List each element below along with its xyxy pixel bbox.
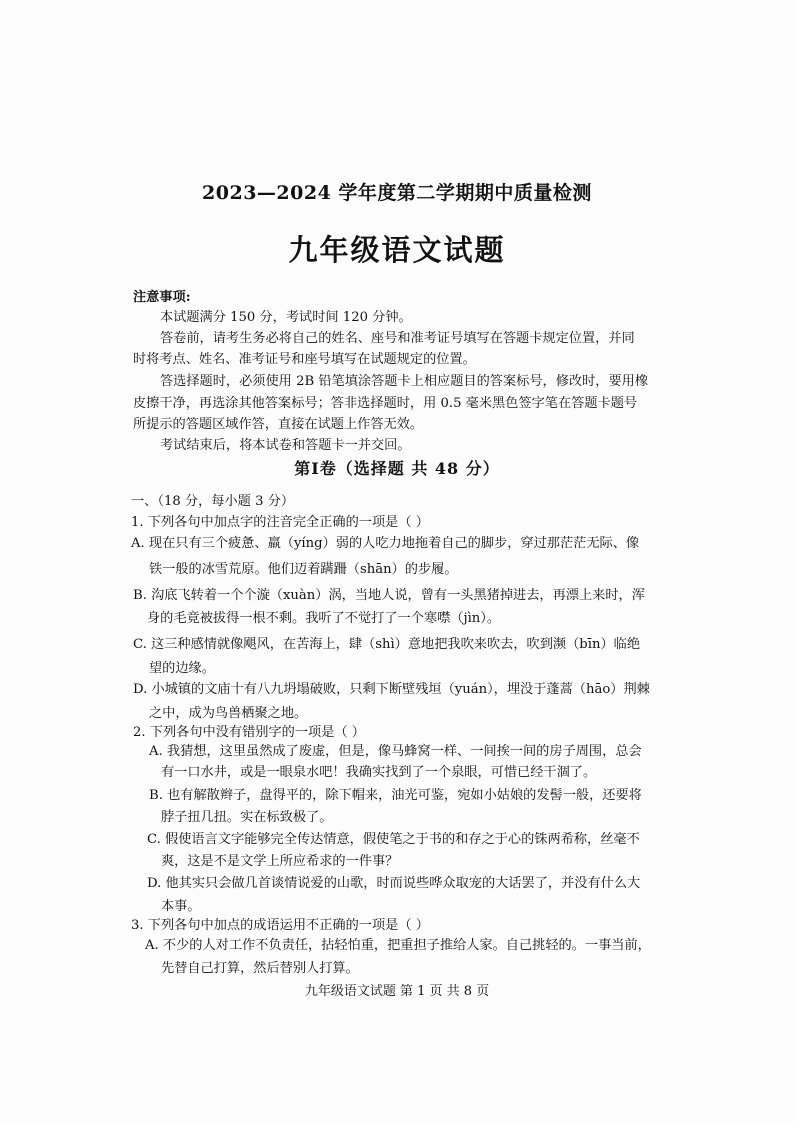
- q2-option-c: C. 假使语言文字能够完全传达情意，假使笔之于书的和存之于心的铢两希称，丝毫不: [147, 832, 640, 847]
- exam-supertitle: 2023—2024 学年度第二学期期中质量检测: [202, 182, 592, 204]
- q2-option-b: B. 也有解散辫子，盘得平的，除下帽来，油光可鉴，宛如小姑娘的发髻一般，还要将: [149, 788, 642, 803]
- q2-option-b-cont: 脖子扭几扭。实在标致极了。: [161, 810, 333, 825]
- q1-option-b: B. 沟底飞转着一个个漩（xuàn）涡，当地人说，曾有一头黑猪掉进去，再漂上来时，浑: [133, 588, 645, 603]
- q1-option-a-cont: 铁一般的冰雪荒原。他们迈着蹒跚（shān）的步履。: [149, 562, 458, 577]
- q1-option-d: D. 小城镇的文庙十有八九坍塌破败，只剩下断壁残垣（yuán），埋没于蓬蒿（hāo）荆棘: [133, 682, 650, 697]
- notice-line: 答选择题时，必须使用 2B 铅笔填涂答题卡上相应题目的答案标号，修改时，要用橡: [160, 374, 649, 389]
- notice-line: 本试题满分 150 分，考试时间 120 分钟。: [160, 310, 412, 325]
- question-2-stem: 2. 下列各句中没有错别字的一项是（ ）: [133, 725, 365, 740]
- notice-line: 所提示的答题区域作答，直接在试题上作答无效。: [133, 417, 424, 432]
- notice-line: 时将考点、姓名、准考证号和座号填写在试题规定的位置。: [133, 352, 476, 367]
- q1-option-d-cont: 之中，成为鸟兽栖聚之地。: [149, 706, 308, 721]
- exam-title: 九年级语文试题: [288, 233, 506, 267]
- q2-option-a: A. 我猜想，这里虽然成了废虚，但是，像马蜂窝一样、一间挨一间的房子周围，总会: [149, 744, 642, 759]
- q3-option-a-cont: 先替自己打算，然后替别人打算。: [161, 961, 359, 976]
- q1-option-b-cont: 身的毛竟被拔得一根不剩。我听了不觉打了一个寒噤（jìn）。: [147, 611, 501, 626]
- q2-option-a-cont: 有一口水井，或是一眼泉水吧！我确实找到了一个泉眼，可惜已经干涸了。: [161, 765, 597, 780]
- question-1-stem: 1. 下列各句中加点字的注音完全正确的一项是（ ）: [131, 515, 429, 530]
- q3-option-a: A. 不少的人对工作不负责任，拈轻怕重，把重担子推给人家。自己挑轻的。一事当前，: [145, 938, 651, 953]
- q1-option-c: C. 这三种感情就像飓风，在苦海上，肆（shì）意地把我吹来吹去，吹到濒（bīn）临绝: [133, 637, 641, 652]
- notice-line: 答卷前，请考生务必将自己的姓名、座号和准考证号填写在答题卡规定位置，并同: [160, 331, 635, 346]
- notice-heading: 注意事项:: [133, 290, 191, 305]
- q1-option-c-cont: 望的边缘。: [149, 661, 215, 676]
- q2-option-d-cont: 本事。: [161, 899, 201, 914]
- notice-line: 考试结束后，将本试卷和答题卡一并交回。: [160, 438, 411, 453]
- question-3-stem: 3. 下列各句中加点的成语运用不正确的一项是（ ）: [131, 918, 429, 933]
- section-heading: 第Ⅰ卷（选择题 共 48 分）: [294, 459, 500, 478]
- part-label: 一、（18 分，每小题 3 分）: [131, 494, 295, 509]
- q2-option-c-cont: 爽，这是不是文学上所应希求的一件事？: [161, 854, 399, 869]
- q1-option-a: A. 现在只有三个疲惫、羸（yíng）弱的人吃力地拖着自己的脚步，穿过那茫茫无际、像: [131, 536, 640, 551]
- page-footer: 九年级语文试题 第 1 页 共 8 页: [304, 984, 490, 999]
- q2-option-d: D. 他其实只会做几首谈情说爱的山歌，时而说些哗众取宠的大话罢了，并没有什么大: [147, 876, 641, 891]
- notice-line: 皮擦干净，再选涂其他答案标号；答非选择题时，用 0.5 毫米黑色签字笔在答题卡题号: [133, 396, 638, 411]
